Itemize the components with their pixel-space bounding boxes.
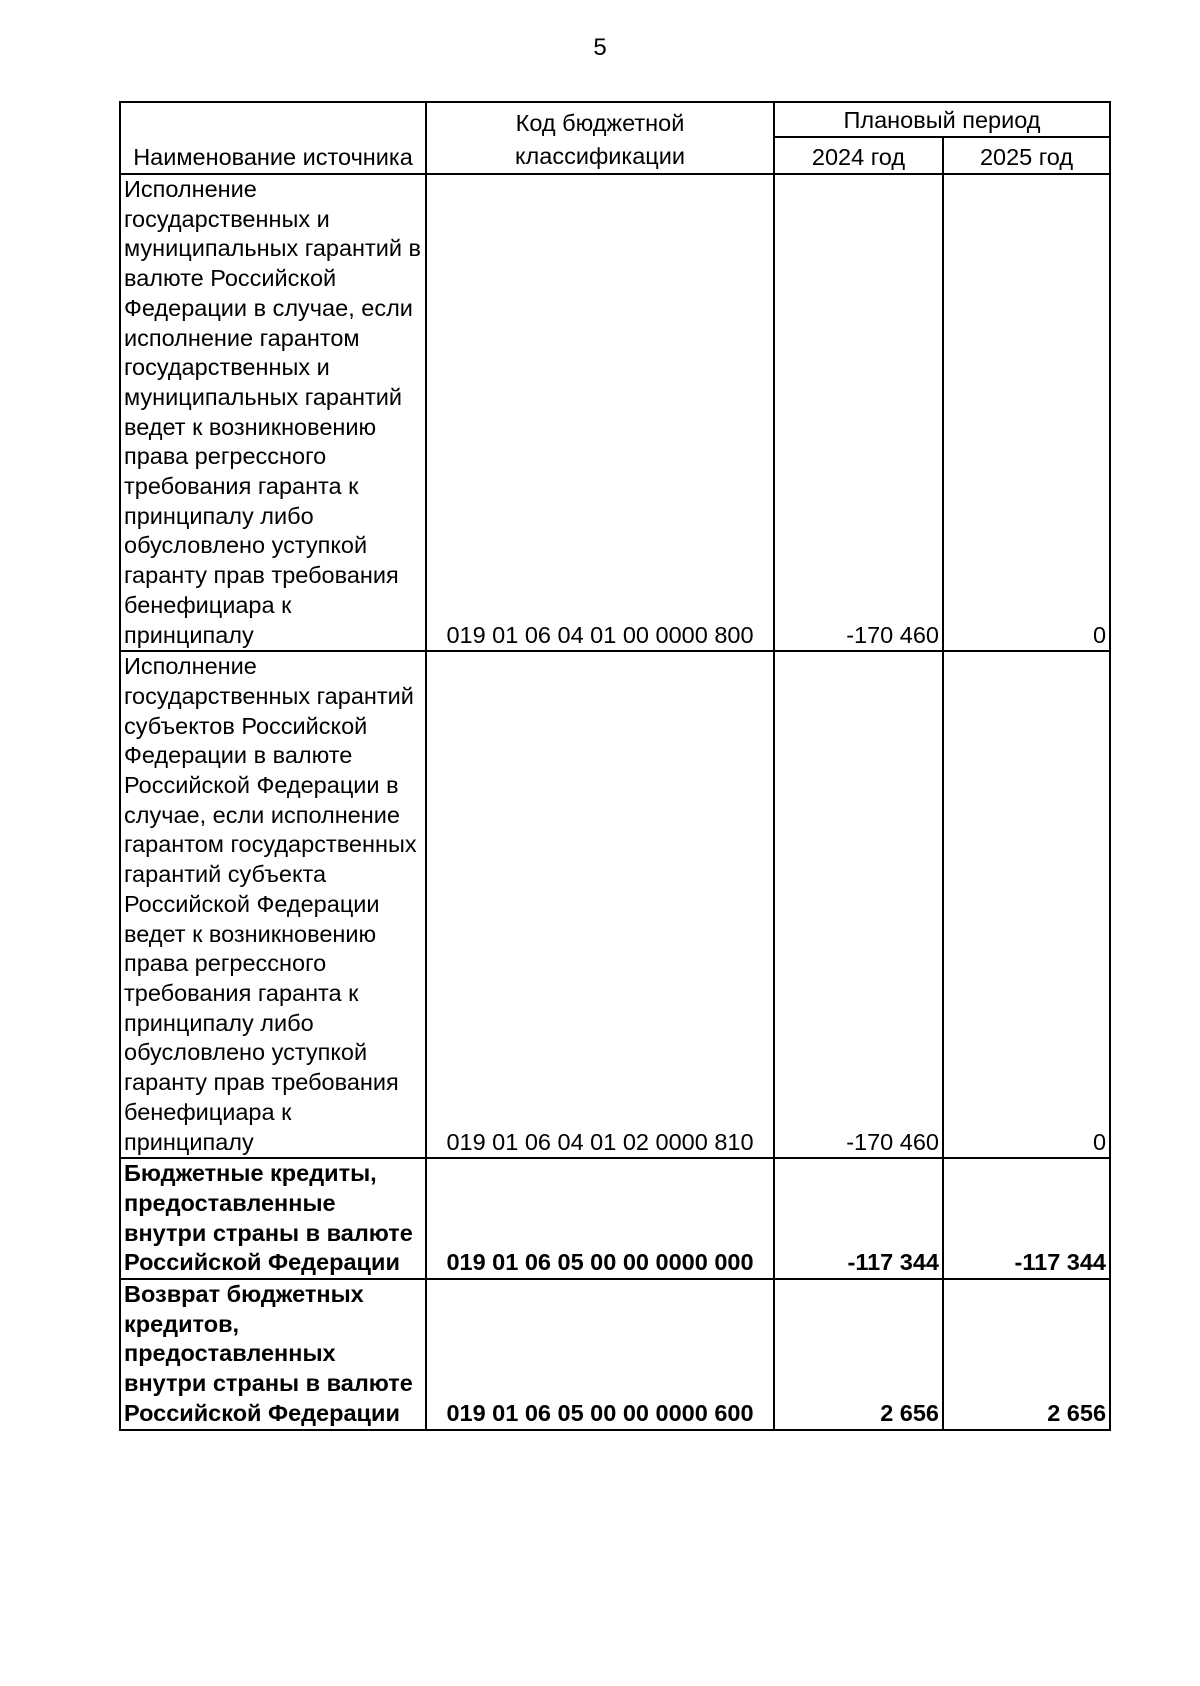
row-source-name: Исполнение государственных и муниципальных гарантий в валюте Российской Федерации в случае, если исполнение гарантом государственных и муниципальных гарантий ведет к возникновению права регрессного требования гаранта к принципалу либо обусловлено уступкой гаранту прав требования бенефициара к принципалу xyxy=(120,174,426,651)
header-planning-period: Плановый период xyxy=(774,102,1110,137)
row-value-2025: 0 xyxy=(943,651,1110,1158)
row-source-name: Исполнение государственных гарантий субъектов Российской Федерации в валюте Российской Федерации в случае, если исполнение гарантом государственных гарантий субъекта Российской Федерации ведет к возникновению права регрессного требования гаранта к принципалу либо обусловлено уступкой гаранту прав требования бенефициара к принципалу xyxy=(120,651,426,1158)
row-value-2024: -170 460 xyxy=(774,651,943,1158)
table-row xyxy=(120,1158,1110,1279)
row-value-2025: 2 656 xyxy=(943,1279,1110,1430)
row-source-name: Бюджетные кредиты, предоставленные внутри страны в валюте Российской Федерации xyxy=(120,1158,426,1279)
page-number: 5 xyxy=(593,34,607,61)
header-budget-code: Код бюджетной классификации xyxy=(426,102,774,174)
table-row xyxy=(120,1279,1110,1430)
row-budget-code: 019 01 06 04 01 00 0000 800 xyxy=(426,174,774,651)
row-budget-code: 019 01 06 05 00 00 0000 600 xyxy=(426,1279,774,1430)
row-budget-code: 019 01 06 05 00 00 0000 000 xyxy=(426,1158,774,1279)
row-value-2025: 0 xyxy=(943,174,1110,651)
budget-sources-table xyxy=(119,101,1111,1431)
row-value-2025: -117 344 xyxy=(943,1158,1110,1279)
header-year-2024: 2024 год xyxy=(774,137,943,174)
header-year-2025: 2025 год xyxy=(943,137,1110,174)
row-source-name: Возврат бюджетных кредитов, предоставленных внутри страны в валюте Российской Федерации xyxy=(120,1279,426,1430)
table-row xyxy=(120,174,1110,651)
header-source-name: Наименование источника xyxy=(120,102,426,174)
row-budget-code: 019 01 06 04 01 02 0000 810 xyxy=(426,651,774,1158)
row-value-2024: -117 344 xyxy=(774,1158,943,1279)
row-value-2024: 2 656 xyxy=(774,1279,943,1430)
row-value-2024: -170 460 xyxy=(774,174,943,651)
table-row xyxy=(120,651,1110,1158)
